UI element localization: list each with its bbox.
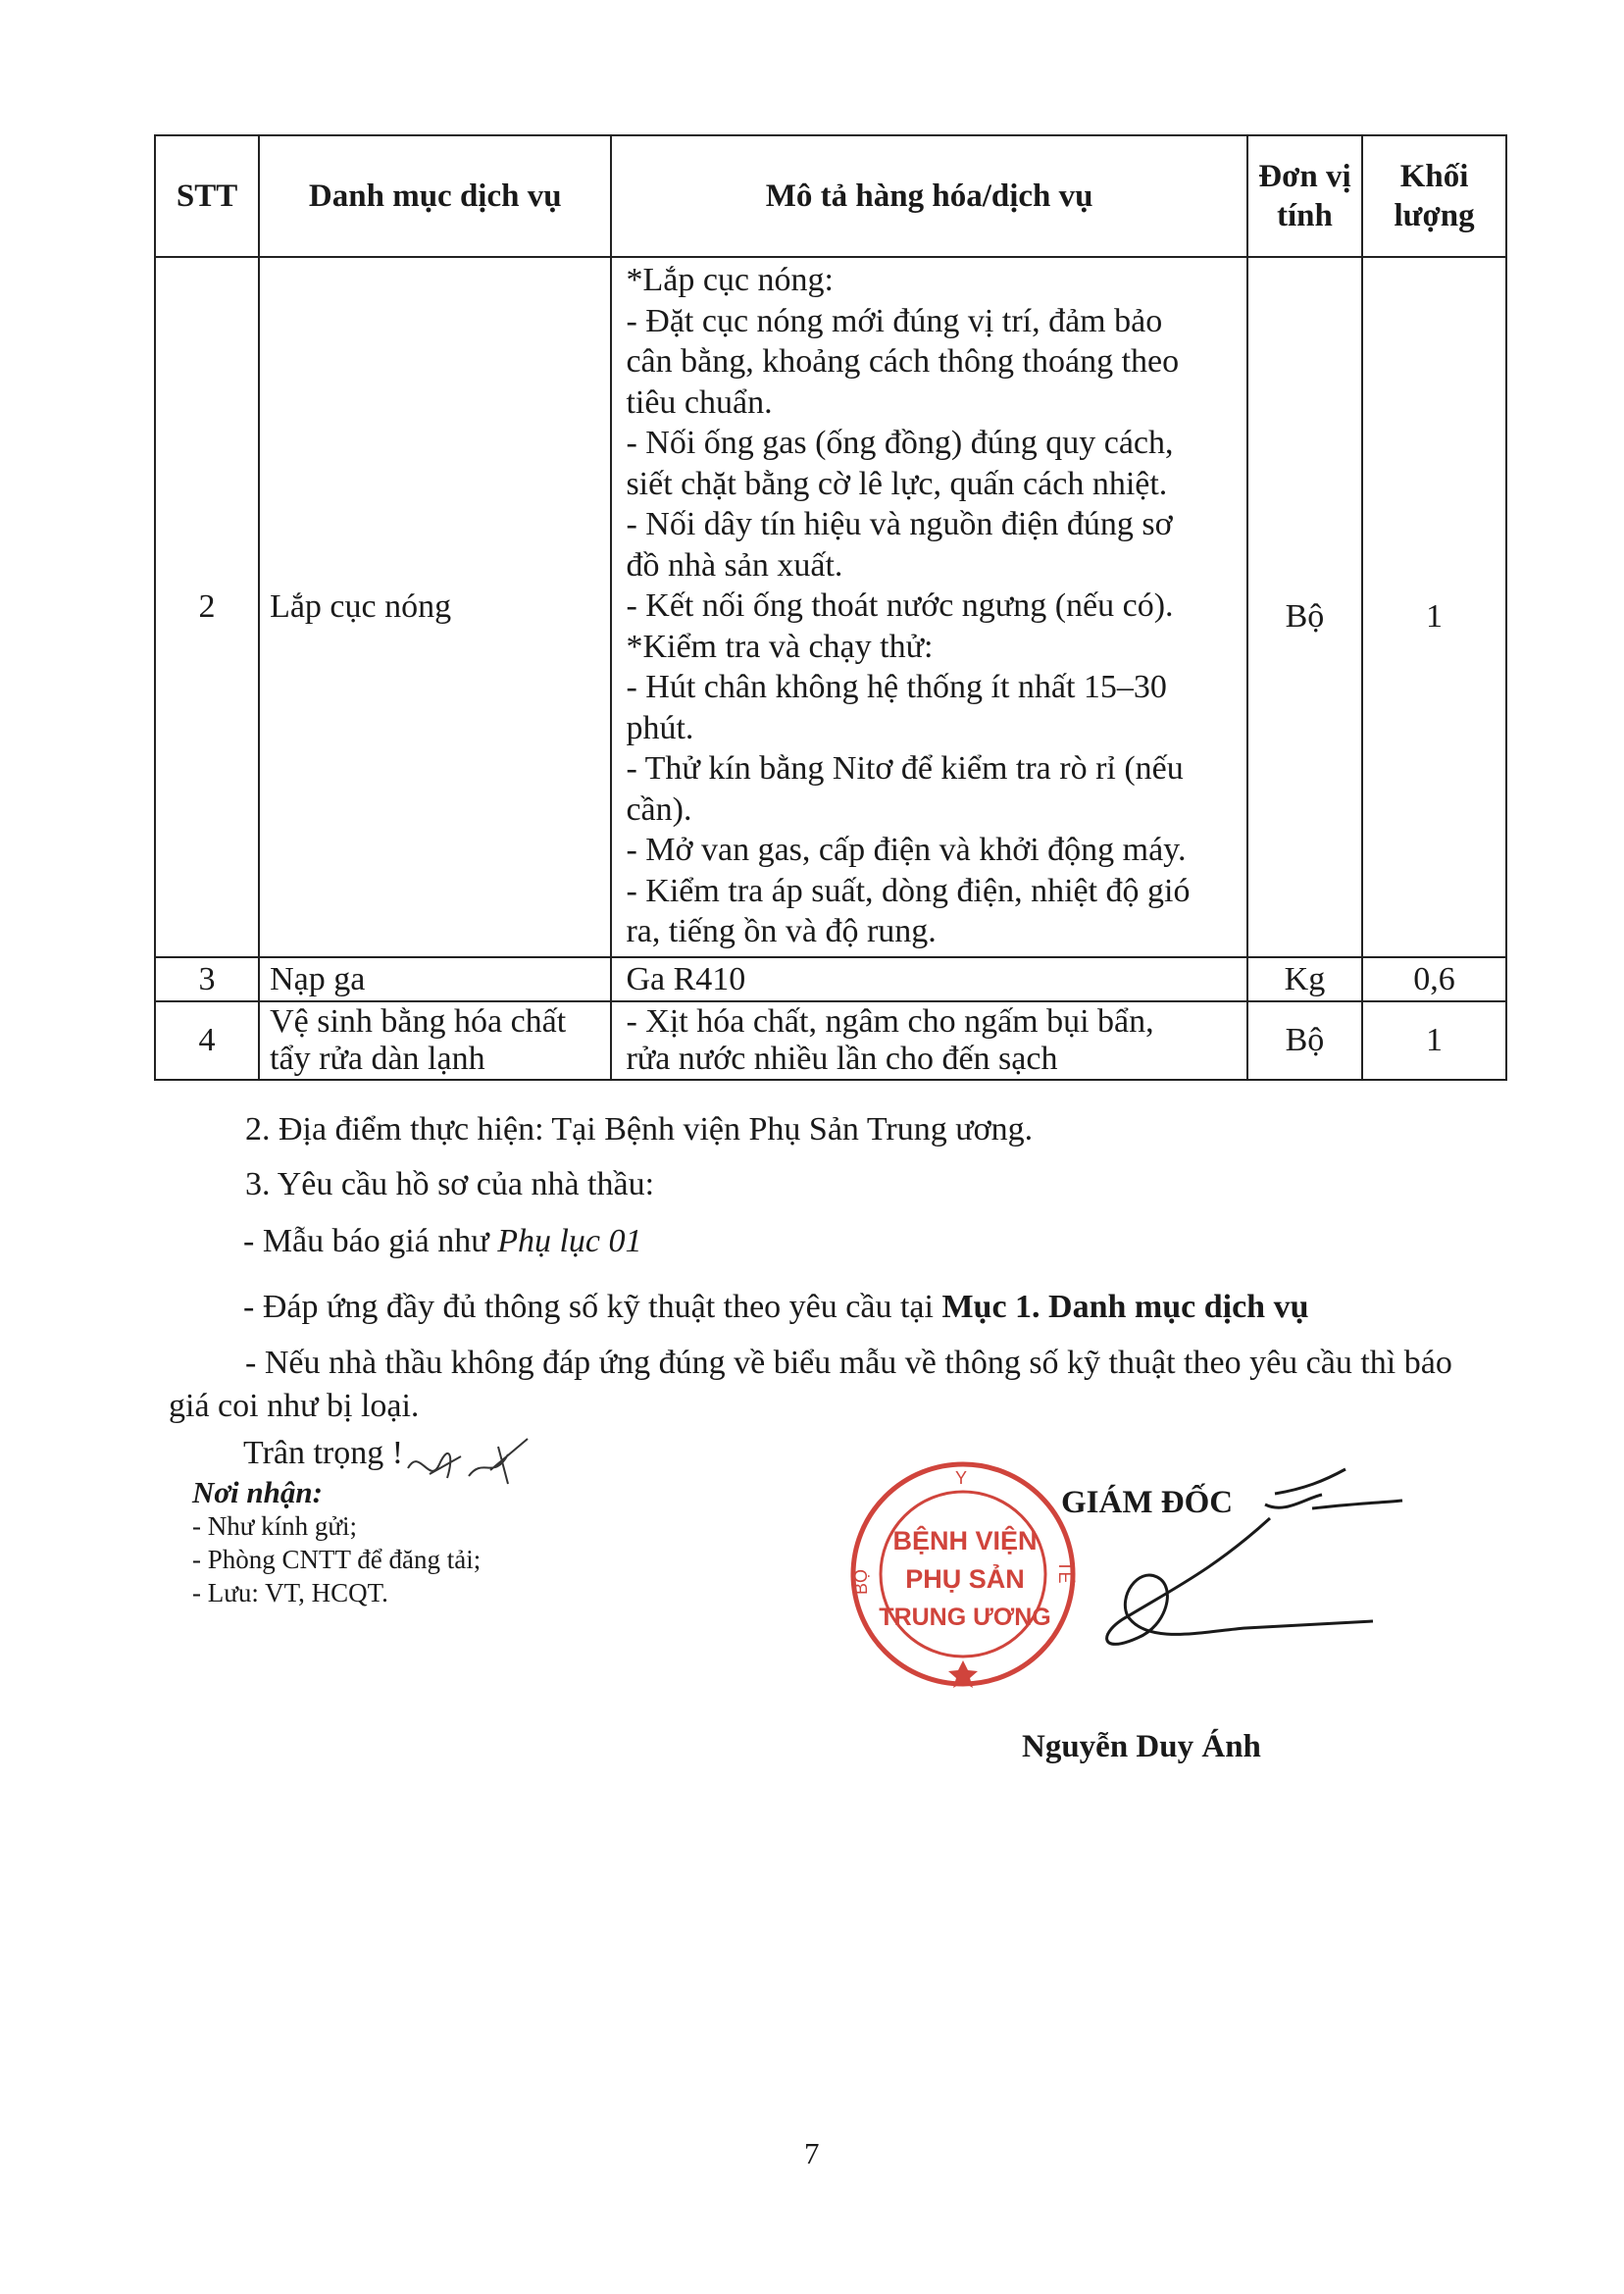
seal-outer-right: TẾ: [1055, 1560, 1075, 1584]
description-line: tiêu chuẩn.: [626, 383, 773, 421]
header-unit: Đơn vị tính: [1247, 135, 1362, 257]
description-line: - Hút chân không hệ thống ít nhất 15–30: [626, 669, 1167, 705]
description-line: rửa nước nhiều lần cho đến sạch: [626, 1040, 1058, 1077]
row-description: [611, 957, 1246, 1001]
description-line: - Xịt hóa chất, ngâm cho ngấm bụi bẩn,: [626, 1002, 1154, 1040]
description-line: ra, tiếng ồn và độ rung.: [626, 913, 937, 949]
requirement-text: - Đáp ứng đầy đủ thông số kỹ thuật theo yêu cầu tại: [243, 1289, 942, 1325]
requirement-disqualification: - Nếu nhà thầu không đáp ứng đúng về biểu mẫu về thông số kỹ thuật theo yêu cầu thì báo giá coi như bị loại.: [169, 1345, 1452, 1424]
requirement-specs: [243, 1286, 1309, 1329]
row-unit: Kg: [1247, 957, 1362, 1001]
row-stt: 4: [155, 1001, 259, 1080]
header-quantity: Khối lượng: [1362, 135, 1506, 257]
requirement-quote-form: [243, 1220, 642, 1263]
seal-outer-left: BỘ: [851, 1568, 871, 1596]
description-line: - Kiểm tra áp suất, dòng điện, nhiệt độ gió: [626, 872, 1191, 909]
row-service-name: [259, 1001, 611, 1080]
section-reference: Mục 1. Danh mục dịch vụ: [941, 1289, 1309, 1325]
description-line: cần).: [626, 790, 692, 828]
description-line: - Nối ống gas (ống đồng) đúng quy cách,: [626, 425, 1174, 461]
description-line: siết chặt bằng cờ lê lực, quấn cách nhiệt.: [626, 465, 1168, 502]
recipients-title: Nơi nhận:: [192, 1475, 323, 1509]
director-signature-icon: [1059, 1459, 1412, 1695]
recipient-item: - Phòng CNTT để đăng tải;: [192, 1545, 482, 1574]
row-quantity: 1: [1362, 1001, 1506, 1080]
description-line: *Kiểm tra và chạy thử:: [626, 628, 934, 665]
requirement-text: - Mẫu báo giá như: [243, 1223, 498, 1259]
description-line: - Đặt cục nóng mới đúng vị trí, đảm bảo: [626, 302, 1163, 339]
row-service-name: Nạp ga: [259, 957, 611, 1001]
row-stt: 3: [155, 957, 259, 1001]
appendix-reference: Phụ lục 01: [497, 1223, 642, 1259]
requirements-heading: 3. Yêu cầu hồ sơ của nhà thầu:: [245, 1166, 655, 1202]
seal-line-2: PHỤ SẢN: [905, 1564, 1025, 1594]
row-unit: Bộ: [1247, 1001, 1362, 1080]
table-header-row: [155, 135, 1506, 257]
row-quantity: 1: [1362, 257, 1506, 957]
description-line: - Mở van gas, cấp điện và khởi động máy.: [626, 832, 1187, 868]
row-description: [611, 257, 1246, 957]
description-line: Ga R410: [626, 960, 746, 997]
description-line: - Kết nối ống thoát nước ngưng (nếu có).: [626, 587, 1174, 624]
page-number: 7: [804, 2136, 820, 2170]
header-description: Mô tả hàng hóa/dịch vụ: [611, 135, 1246, 257]
service-name-line: tẩy rửa dàn lạnh: [270, 1040, 485, 1077]
header-service-name: Danh mục dịch vụ: [259, 135, 611, 257]
row-stt: 2: [155, 257, 259, 957]
service-table: [154, 134, 1507, 1081]
description-line: cân bằng, khoảng cách thông thoáng theo: [626, 343, 1180, 380]
row-unit: Bộ: [1247, 257, 1362, 957]
row-quantity: 0,6: [1362, 957, 1506, 1001]
row-service-name: Lắp cục nóng: [259, 257, 611, 957]
description-line: - Nối dây tín hiệu và nguồn điện đúng sơ: [626, 506, 1173, 542]
seal-line-1: BỆNH VIỆN: [892, 1526, 1038, 1555]
location-line: 2. Địa điểm thực hiện: Tại Bệnh viện Phụ Sản Trung ương.: [245, 1111, 1034, 1147]
recipients-block: [192, 1476, 481, 1609]
recipient-item: - Lưu: VT, HCQT.: [192, 1578, 388, 1607]
table-row: [155, 257, 1506, 957]
table-row: [155, 1001, 1506, 1080]
closing-greeting: Trân trọng !: [243, 1435, 404, 1471]
header-stt: STT: [155, 135, 259, 257]
description-line: phút.: [626, 709, 694, 746]
row-description: [611, 1001, 1246, 1080]
description-line: đồ nhà sản xuất.: [626, 546, 843, 584]
table-row: [155, 957, 1506, 1001]
service-name-line: Vệ sinh bằng hóa chất: [270, 1002, 567, 1040]
seal-line-3: TRUNG ƯƠNG: [879, 1604, 1051, 1631]
description-line: - Thử kín bằng Nitơ để kiểm tra rò rỉ (nếu: [626, 750, 1184, 787]
description-line: *Lắp cục nóng:: [626, 262, 834, 298]
recipient-item: - Như kính gửi;: [192, 1511, 358, 1541]
director-name: Nguyễn Duy Ánh: [1022, 1729, 1261, 1764]
director-title: GIÁM ĐỐC: [1061, 1485, 1234, 1520]
hospital-seal-stamp: [845, 1456, 1081, 1692]
seal-outer-top: Y: [954, 1468, 968, 1488]
